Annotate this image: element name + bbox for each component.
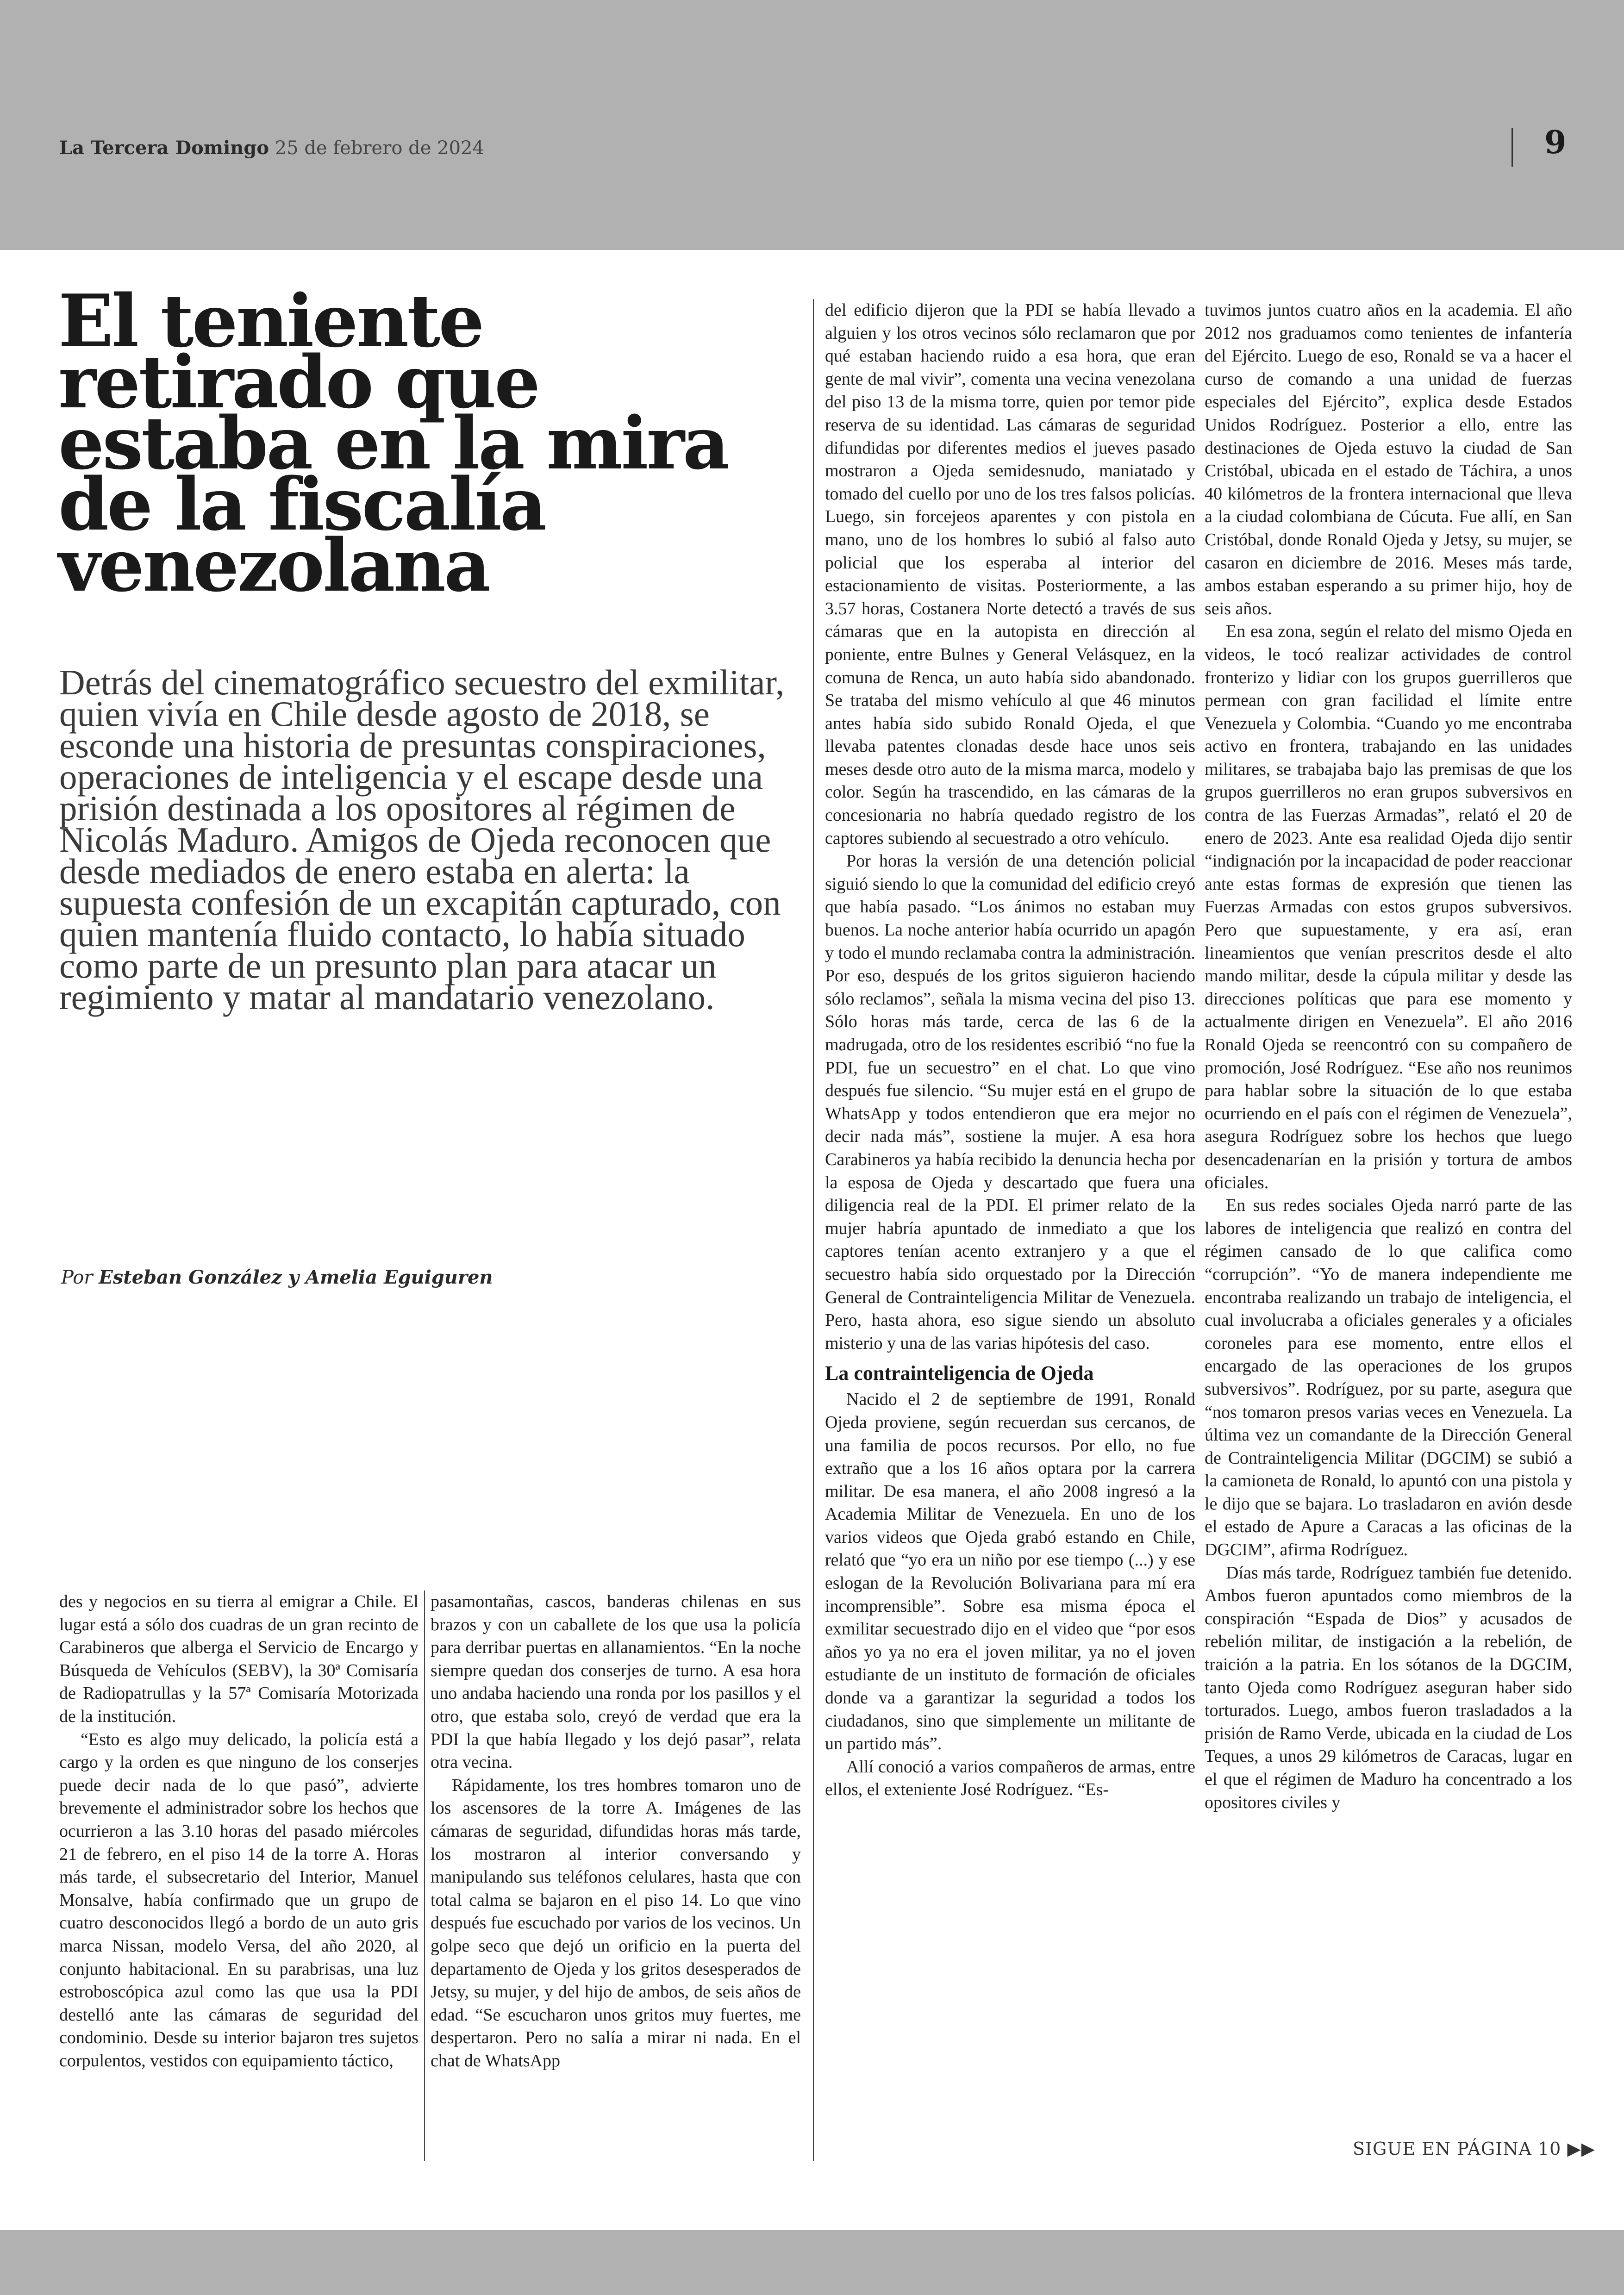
body-column-3 xyxy=(825,299,1195,1802)
body-column-4 xyxy=(1205,299,1572,1814)
paragraph: des y negocios en su tierra al emigrar a Chile. El lugar está a sólo dos cuadras de un gran recinto de Carabineros que alberga el Servicio de Encargo y Búsqueda de Vehículos (SEBV), la 30ª Comisaría de Radiopatrullas y la 57ª Comisaría Motorizada de la institución. xyxy=(59,1592,418,1726)
publication-date: 25 de febrero de 2024 xyxy=(275,137,484,159)
body-column-1 xyxy=(59,1590,418,2072)
header-divider xyxy=(1512,128,1513,167)
byline xyxy=(61,1266,493,1288)
paragraph: Días más tarde, Rodríguez también fue detenido. Ambos fueron apuntados como miembros de la conspiración “Espada de Dios” y acusados de rebelión militar, de instigación a la rebelión, de traición a la patria. En los sótanos de la DGCIM, tanto Ojeda como Rodríguez aseguran haber sido torturados. Luego, ambos fueron trasladados a la prisión de Ramo Verde, ubicada en la ciudad de Los Teques, a unos 29 kilómetros de Caracas, lugar en el que el régimen de Maduro ha concentrado a los opositores civiles y xyxy=(1205,1563,1572,1812)
continued-on-next-page[interactable]: SIGUE EN PÁGINA 10 ▶▶ xyxy=(1353,2139,1595,2159)
paragraph: Rápidamente, los tres hombres tomaron uno de los ascensores de la torre A. Imágenes de las cámaras de seguridad, difundidas horas más tarde, los mostraron al interior conversando y manipulando sus teléfonos celulares, hasta que con total calma se bajaron en el piso 14. Lo que vino después fue escuchado por varios de los vecinos. Un golpe seco que dejó un orificio en la puerta del departamento de Ojeda y los gritos desesperados de Jetsy, su mujer, y del hijo de ambos, de seis años de edad. “Se escucharon unos gritos muy fuertes, me despertaron. Pero no salía a mirar ni nada. En el chat de WhatsApp xyxy=(431,1775,801,2070)
publication-name: La Tercera Domingo xyxy=(59,137,269,159)
body-column-2 xyxy=(431,1590,801,2072)
paragraph: tuvimos juntos cuatro años en la academia. El año 2012 nos graduamos como tenientes de infantería del Ejército. Luego de eso, Ronald se va a hacer el curso de comando a una unidad de fuerzas especiales del Ejército”, explica desde Estados Unidos Rodríguez. Posterior a ello, entre las destinaciones de Ojeda estuvo la ciudad de San Cristóbal, ubicada en el estado de Táchira, a unos 40 kilómetros de la frontera internacional que lleva a la ciudad colombiana de Cúcuta. Fue allí, en San Cristóbal, donde Ronald Ojeda y Jetsy, su mujer, se casaron en diciembre de 2016. Meses más tarde, ambos estaban esperando a su primer hijo, hoy de seis años. xyxy=(1205,300,1572,618)
paragraph: En sus redes sociales Ojeda narró parte de las labores de inteligencia que realizó en contra del régimen cansado de lo que califica como “corrupción”. “Yo de manera independiente me encontraba realizando un trabajo de inteligencia, el cual involucraba a oficiales generales y a oficiales coroneles para ese momento, entre ellos el encargado de las operaciones de los grupos subversivos”. Rodríguez, por su parte, asegura que “nos tomaron presos varias veces en Venezuela. La última vez un comandante de la Dirección General de Contrainteligencia Militar (DGCIM) se subió a la camioneta de Ronald, lo apuntó con una pistola y le dijo que se bajara. Lo trasladaron en avión desde el estado de Apure a Caracas a las oficinas de la DGCIM”, afirma Rodríguez. xyxy=(1205,1196,1572,1560)
column-divider xyxy=(813,299,814,2161)
section-subhead: La contrainteligencia de Ojeda xyxy=(825,1362,1094,1385)
footer-band xyxy=(0,2230,1624,2295)
column-divider xyxy=(424,1590,425,2161)
paragraph: Por horas la versión de una detención policial siguió siendo lo que la comunidad del edificio creyó que había pasado. “Los ánimos no estaban muy buenos. La noche anterior había ocurrido un apagón y todo el mundo reclamaba contra la administración. Por eso, después de los gritos siguieron haciendo sólo reclamos”, señala la misma vecina del piso 13. Sólo horas más tarde, cerca de las 6 de la madrugada, otro de los residentes escribió “no fue la PDI, fue un secuestro” en el chat. Lo que vino después fue silencio. “Su mujer está en el grupo de WhatsApp y todos entendieron que era mejor no decir nada más”, sostiene la mujer. A esa hora Carabineros ya había recibido la denuncia hecha por la esposa de Ojeda y descartado que fuera una diligencia real de la PDI. El primer relato de la mujer habría apuntado de inmediato a que los captores tenían acento extranjero y a que el secuestro había sido orquestado por la Dirección General de Contrainteligencia Militar de Venezuela. Pero, hasta ahora, eso sigue siendo un absoluto misterio y una de las varias hipótesis del caso. xyxy=(825,851,1195,1353)
paragraph: del edificio dijeron que la PDI se había llevado a alguien y los otros vecinos sólo reclamaron que por qué estaban haciendo ruido a esa hora, que eran gente de mal vivir”, comenta una vecina venezolana del piso 13 de la misma torre, quien por temor pide reserva de su identidad. Las cámaras de seguridad difundidas por diferentes medios el jueves pasado mostraron a Ojeda semidesnudo, maniatado y tomado del cuello por uno de los tres falsos policías. Luego, sin forcejeos aparentes y con pistola en mano, uno de los hombres lo subió al falso auto policial que los esperaba al interior del estacionamiento de visitas. Posteriormente, a las 3.57 horas, Costanera Norte detectó a través de sus cámaras que en la autopista en dirección al poniente, entre Bulnes y General Velásquez, en la comuna de Renca, un auto había sido abandonado. Se trataba del mismo vehículo al que 46 minutos antes había sido subido Ronald Ojeda, el que llevaba patentes clonadas desde hace unos seis meses desde otro auto de la misma marca, modelo y color. Según ha trascendido, en las cámaras de la concesionaria no habría quedado registro de los captores subiendo al secuestrado a otro vehículo. xyxy=(825,300,1195,848)
article-dek: Detrás del cinematográfico secuestro del exmilitar, quien vivía en Chile desde agosto de 2018, se esconde una historia de presuntas conspiraciones, operaciones de inteligencia y el escape desde una prisión destinada a los opositores al régimen de Nicolás Maduro. Amigos de Ojeda reconocen que desde mediados de enero estaba en alerta: la supuesta confesión de un excapitán capturado, con quien mantenía fluido contacto, lo había situado como parte de un presunto plan para atacar un regimiento y matar al mandatario venezolano. xyxy=(59,662,785,1017)
byline-authors: Esteban González y Amelia Eguiguren xyxy=(99,1266,493,1288)
paragraph: Allí conoció a varios compañeros de armas, entre ellos, el exteniente José Rodríguez. “Es- xyxy=(825,1757,1195,1800)
article-headline: El teniente retirado que estaba en la mira de la fiscalía venezolana xyxy=(58,279,728,608)
page-number: 9 xyxy=(1544,124,1567,161)
byline-prefix: Por xyxy=(61,1267,93,1288)
paragraph: En esa zona, según el relato del mismo Ojeda en videos, le tocó realizar actividades de control fronterizo y lidiar con los grupos guerrilleros que permean con gran facilidad el límite entre Venezuela y Colombia. “Cuando yo me encontraba activo en frontera, trabajando en las unidades militares, se trabajaba bajo las premisas de que los grupos guerrilleros no eran grupos subversivos en contra de las Fuerzas Armadas”, relató el 20 de enero de 2023. Ante esa realidad Ojeda dijo sentir “indignación por la incapacidad de poder reaccionar ante estas formas de expresión que tienen las Fuerzas Armadas con estos grupos subversivos. Pero que supuestamente, y era así, eran lineamientos que venían prescritos desde el alto mando militar, desde la cúpula militar y desde las direcciones políticas que para ese momento y actualmente dirigen en Venezuela”. El año 2016 Ronald Ojeda se reencontró con su compañero de promoción, José Rodríguez. “Ese año nos reunimos para hablar sobre la situación de lo que estaba ocurriendo en el país con el régimen de Venezuela”, asegura Rodríguez sobre los hechos que luego desencadenarían en la prisión y tortura de ambos oficiales. xyxy=(1205,622,1572,1192)
paragraph: “Esto es algo muy delicado, la policía está a cargo y la orden es que ninguno de los conserjes puede decir nada de lo que pasó”, advierte brevemente el administrador sobre los hechos que ocurrieron a las 3.10 horas del pasado miércoles 21 de febrero, en el piso 14 de la torre A. Horas más tarde, el subsecretario del Interior, Manuel Monsalve, había confirmado que un grupo de cuatro desconocidos llegó a bordo de un auto gris marca Nissan, modelo Versa, del año 2020, al conjunto habitacional. En su parabrisas, una luz estroboscópica azul como las que usa la PDI destelló ante las cámaras de seguridad del condominio. Desde su interior bajaron tres sujetos corpulentos, vestidos con equipamiento táctico, xyxy=(59,1729,418,2070)
header-band xyxy=(0,0,1624,250)
paragraph: Nacido el 2 de septiembre de 1991, Ronald Ojeda proviene, según recuerdan sus cercanos, de una familia de pocos recursos. Por ello, no fue extraño que a los 16 años optara por la carrera militar. De esa manera, el año 2008 ingresó a la Academia Militar de Venezuela. En uno de los varios videos que Ojeda grabó estando en Chile, relató que “yo era un niño por ese tiempo (...) y ese eslogan de la Revolución Bolivariana para mí era incomprensible”. Sobre esa misma época el exmilitar secuestrado dijo en el video que “por esos años yo ya no era el joven militar, ya no el joven estudiante de un instituto de formación de oficiales donde va a garantizar la seguridad a todos los ciudadanos, sino que simplemente un militante de un partido más”. xyxy=(825,1390,1195,1754)
masthead xyxy=(59,137,484,159)
paragraph: pasamontañas, cascos, banderas chilenas en sus brazos y con un caballete de los que usa la policía para derribar puertas en allanamientos. “En la noche siempre quedan dos conserjes de turno. A esa hora uno andaba haciendo una ronda por los pasillos y el otro, que estaba solo, creyó de verdad que era la PDI la que había llegado y los dejó pasar”, relata otra vecina. xyxy=(431,1592,801,1772)
